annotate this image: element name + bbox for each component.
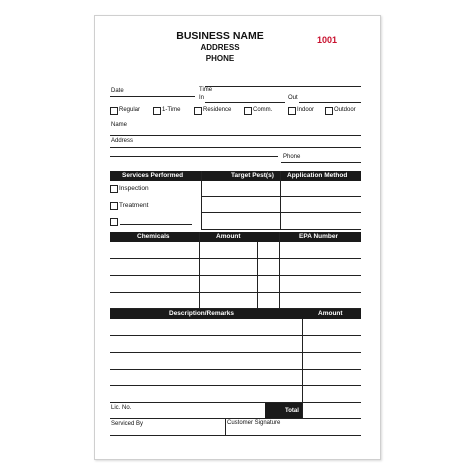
phone-label: Phone: [283, 154, 301, 160]
signature-line[interactable]: [110, 435, 361, 436]
services-row-line-2: [201, 212, 361, 213]
services-performed-header: Services Performed: [122, 172, 184, 179]
remarks-row-line-4: [110, 385, 361, 386]
services-divider-2: [280, 171, 281, 230]
amount-header: Amount: [216, 233, 241, 240]
customer-signature-label: Customer Signature: [227, 420, 281, 426]
remarks-row-line-1: [110, 335, 361, 336]
chemicals-row-line-1: [110, 258, 361, 259]
address-line[interactable]: [110, 147, 361, 148]
chemicals-header-bar: [110, 232, 361, 242]
inspection-checkbox[interactable]: [110, 185, 118, 193]
outdoor-checkbox[interactable]: [325, 107, 333, 115]
comm-checkbox[interactable]: [244, 107, 252, 115]
regular-label: Regular: [119, 107, 141, 113]
address-label: Address: [111, 138, 134, 144]
remarks-row-line-5: [110, 402, 361, 403]
description-remarks-header: Description/Remarks: [169, 310, 235, 317]
one-time-checkbox[interactable]: [153, 107, 161, 115]
remarks-row-line-2: [110, 352, 361, 353]
chemicals-row-line-2: [110, 275, 361, 276]
service-ticket-form: [94, 15, 381, 460]
treatment-checkbox[interactable]: [110, 202, 118, 210]
name-line[interactable]: [110, 135, 361, 136]
name-label: Name: [111, 122, 128, 128]
indoor-label: Indoor: [297, 107, 315, 113]
epa-number-header: EPA Number: [299, 233, 339, 240]
signature-divider: [225, 418, 226, 436]
time-label: Time: [199, 87, 213, 93]
business-name: BUSINESS NAME: [176, 30, 264, 42]
time-out-label: Out: [288, 95, 298, 101]
serviced-by-label: Serviced By: [111, 421, 144, 427]
phone-line[interactable]: [281, 162, 361, 163]
target-pests-header: Target Pest(s): [231, 172, 274, 179]
remarks-amount-header: Amount: [318, 310, 343, 317]
chemicals-header: Chemicals: [137, 233, 170, 240]
time-in-line[interactable]: [205, 102, 285, 103]
business-phone: PHONE: [205, 54, 235, 63]
chemicals-row-line-3: [110, 292, 361, 293]
form-number: 1001: [317, 35, 338, 45]
comm-label: Comm.: [253, 107, 273, 113]
address-line-2[interactable]: [110, 156, 278, 157]
indoor-checkbox[interactable]: [288, 107, 296, 115]
application-method-header: Application Method: [287, 172, 348, 179]
business-address: ADDRESS: [200, 43, 240, 52]
one-time-label: 1-Time: [162, 107, 181, 113]
other-service-checkbox[interactable]: [110, 218, 118, 226]
outdoor-label: Outdoor: [334, 107, 356, 113]
lic-no-label: Lic. No.: [111, 405, 132, 411]
remarks-header-bar: [110, 309, 361, 319]
date-label: Date: [111, 88, 124, 94]
time-out-line[interactable]: [299, 102, 361, 103]
chemicals-divider-1: [199, 232, 200, 309]
total-label: Total: [285, 408, 299, 414]
chemicals-divider-3: [279, 232, 280, 309]
lic-no-line[interactable]: [110, 418, 361, 419]
regular-checkbox[interactable]: [110, 107, 118, 115]
other-service-line[interactable]: [120, 224, 192, 225]
time-in-label: In: [199, 95, 205, 101]
residence-label: Residence: [203, 107, 232, 113]
services-row-line-3: [201, 229, 361, 230]
time-top-line: [205, 86, 361, 87]
services-divider-1: [201, 171, 202, 230]
date-line[interactable]: [110, 96, 195, 97]
services-header-bar: [110, 171, 361, 181]
services-row-line-1: [201, 196, 361, 197]
remarks-row-line-3: [110, 369, 361, 370]
residence-checkbox[interactable]: [194, 107, 202, 115]
inspection-label: Inspection: [119, 185, 149, 192]
treatment-label: Treatment: [119, 202, 149, 209]
